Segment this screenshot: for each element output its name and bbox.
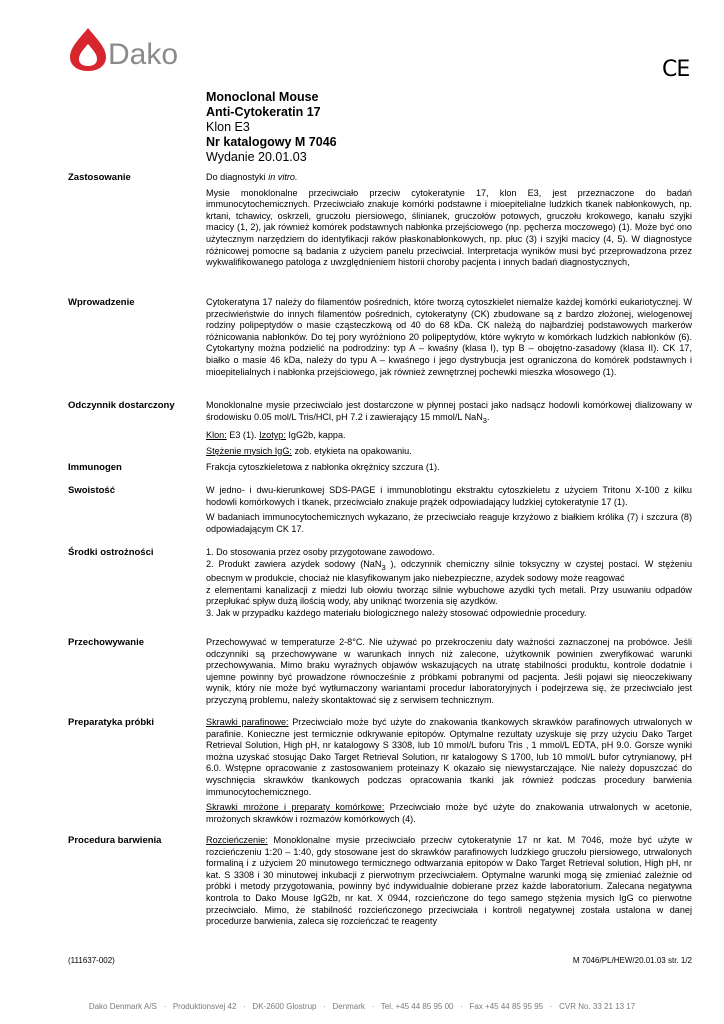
- section-wprowadzenie: [68, 297, 692, 400]
- section-odczynnik: [68, 400, 692, 462]
- section-swoistosc: [68, 485, 692, 547]
- section-label: Odczynnik dostarczony: [68, 400, 175, 411]
- paragraph: [206, 835, 692, 928]
- text: Przeciwciało może być użyte do znakowania utrwalonych w acetonie, mrożonych skrawków i rozmazów komórkowych (4).: [206, 802, 692, 824]
- section-przechowywanie: [68, 637, 692, 717]
- list-item: 3. Jak w przypadku każdego materiału biologicznego należy stosować odpowiednie procedury.: [206, 607, 587, 618]
- klon-label: Klon:: [206, 430, 227, 440]
- list-item: [206, 559, 692, 585]
- document-sections: [68, 172, 692, 932]
- section-body: [206, 400, 692, 462]
- section-label: Swoistość: [68, 485, 115, 496]
- paragraph-label: Skrawki mrożone i preparaty komórkowe:: [206, 802, 385, 813]
- subscript: 3: [381, 562, 386, 572]
- paragraph: W badaniach immunocytochemicznych wykazano, że przeciwciało reaguje krzyżowo z białkiem królika (7) i szczura (8) odpowiadającym CK 17.: [206, 512, 692, 534]
- footer-page-ref: M 7046/PL/HEW/20.01.03 str. 1/2: [572, 956, 692, 965]
- intro-text: Do diagnostyki: [206, 172, 269, 182]
- paragraph: Mysie monoklonalne przeciwciało przeciw cytokeratynie 17, klon E3, jest przeznaczone do badań immunocytochemicznych. Przeciwciało znakuje komórki podstawne i mioepitelialne ludzkich tkanek nabłonkowych, np. krtani, tchawicy, oskrzeli, gruczołu piersiowego, ślinianek, gruczołów potowych, gruczołu krokowego, kanału szyjki macicy (1, 2), jak również komórek podstawnych nabłonka przejściowego (np. pęcherza moczowego) (1). Może być ono użytecznym narzędziem do identyfikacji raków płaskonabłonkowych, np. płuc (3) i szyjki macicy (4, 5). W diagnostyce różnicowej pomocne są badania z użyciem panelu przeciwciał. Interpretacja wyników musi być przeprowadzona przez wykwalifikowanego patologa z uwzględnieniem historii choroby pacjenta i innych badań diagnostycznych,: [206, 187, 692, 268]
- section-body: [206, 462, 692, 485]
- paragraph: Cytokeratyna 17 należy do filamentów pośrednich, które tworzą cytoszkielet niemalże każdej komórki eukariotycznej. W przeciwieństwie do innych filamentów pośrednich, cytokeratyny (CK) zbudowane są z bardzo złożonej, wielogenowej rodziny polipeptydów o masie cząsteczkową od 40 do 68 kDa. CK należą do najbardziej podstawowych markerów różnicowania nabłonków. Do tej pory wyróżniono 20 polipeptydów, które wykryto w komórkach ludzkich nabłonków (6). Cytokartyny można podzielić na podrodziny: typ A – kwaśny (klasa I), typ B – obojętno-zasadowy (klasa II). CK 17, białko o masie 46 kDa, należy do typu A – kwaśnego i jego dystrybucja jest ograniczona do komórek podstawnych i mioepitelialnych i nabłonka przejściowego, jak również zewnętrznej pochewki mieszka włosowego (1).: [206, 297, 692, 377]
- text: Monoklonalne mysie przeciwciało jest dostarczone w płynnej postaci jako nadsącz hodowli komórkowej dializowany w środowisku 0.05 mol/L Tris/HCl, pH 7.2 i zawierający 15 mmol/L NaN: [206, 400, 692, 422]
- section-body: [206, 172, 692, 297]
- section-body: [206, 547, 692, 637]
- section-label: Zastosowanie: [68, 172, 131, 183]
- footer-address: Dako Denmark A/S · Produktionsvej 42 · DK-2600 Glostrup · Denmark · Tel. +45 44 85 95 00 · Fax +45 44 85 95 95 · CVR No. 33 21 13 17: [88, 1002, 636, 1011]
- intro-italic: in vitro.: [268, 172, 298, 182]
- intro-line: [206, 172, 692, 184]
- klon-value: E3 (1).: [226, 430, 260, 440]
- brand-name: Dako: [108, 38, 179, 71]
- paragraph-label: Rozcieńczenie:: [206, 835, 268, 845]
- product-edition: Wydanie 20.01.03: [206, 150, 307, 164]
- dako-logo: [68, 26, 198, 76]
- izotyp-label: Izotyp:: [259, 430, 286, 440]
- paragraph: [206, 802, 692, 825]
- paragraph: [206, 430, 692, 442]
- section-label: Immunogen: [68, 462, 122, 473]
- subscript: 3: [482, 415, 488, 425]
- section-body: [206, 717, 692, 835]
- footer-doc-code: (111637-002): [68, 956, 115, 965]
- section-label: Środki ostrożności: [68, 547, 154, 558]
- section-body: [206, 297, 692, 400]
- ce-mark: CE: [662, 57, 690, 82]
- section-label: Procedura barwienia: [68, 835, 162, 846]
- section-immunogen: [68, 462, 692, 485]
- section-srodki: [68, 547, 692, 637]
- text: 2. Produkt zawiera azydek sodowy (NaN: [206, 558, 382, 569]
- section-label: Wprowadzenie: [68, 297, 135, 308]
- section-zastosowanie: [68, 172, 692, 297]
- product-catalog: Nr katalogowy M 7046: [206, 135, 337, 149]
- section-label: Przechowywanie: [68, 637, 145, 648]
- text: Monoklonalne mysie przeciwciało przeciw cytokeratynie 17 nr kat. M 7046, może być użyte w rozcieńczeniu 1:20 – 1:40, gdy stosowane jest do skrawków parafinowych ludzkiego gruczołu piersiowego, utrwalonych formaliną i z użyciem 20 minutowego termicznego odtwarzania epitopów w Dako Target Retrieval solution, High pH, nr kat. S 3308 i 30 minutowej inkubacji z pierwotnym przeciwciałem. Optymalne warunki mogą się zmieniać zależnie od próbki i metody przygotowania, powinny być indywidualnie dobierane przez każde laboratorium. Zalecana negatywna kontrola to Dako Mouse IgG2b, nr kat. X 0944, rozcieńczone do tego samego stężenia mysich IgG co pierwotne przeciwciało. Mimo, że stabilność rozcieńczonego przeciwciała i kontroli negatywnej została ustalona w danej procedurze barwienia, zaleca się rozcieńczać te reagenty: [206, 835, 692, 927]
- list-item: z elementami kanalizacji z miedzi lub ołowiu tworząc silnie wybuchowe azydki tych metali. Przy usuwaniu odpadów przepłukać spływ dużą ilością wody, aby uniknąć tworzenia się azydków.: [206, 584, 692, 607]
- paragraph: Przechowywać w temperaturze 2-8°C. Nie używać po przekroczeniu daty ważności zaznaczonej na probówce. Jeśli odczynniki są przechowywane w warunkach innych niż zalecone, użytkownik powinien zweryfikować warunki przechowywania. Mimo braku wyraźnych objawów wskazujących na utratę stabilności produktu, kontrole dodatnie i ujemne powinny być prowadzone równocześnie z próbkami pobranymi od pacjenta. Jeśli pojawi się nieoczekiwany wynik, który nie może być wytłumaczony wariantami procedur laboratoryjnych i podejrzewa się, że przeciwciało jest przyczyną problemu, należy skontaktować się z serwisem technicznym.: [206, 637, 692, 705]
- section-body: [206, 485, 692, 547]
- text: Przeciwciało może być użyte do znakowania tkankowych skrawków parafinowych utrwalonych w parafinie. Konieczne jest termicznie odkrywanie epitopów. Optymalne rezultaty uzyskuje się przy użyciu Dako Target Retrieval Solution, High pH, nr katalogowy S 3308, lub 10 mmol/L buforu Tris , 1 mmol/L EDTA, pH 9.0. Gorsze wyniki można uzyskać stosując Dako Target Retrieval Solution, nr katalogowy S 1700, lub 10 mmol/L bufor cytrynianowy, pH 6.0. Wstępne opracowanie z zastosowaniem proteinazy K okazało się niewystarczające. Nie należy dopuszczać do wyschnięcia skrawków tkankowych podczas opracowania tkanki jak również podczas procedury barwienia immunocytochemicznego.: [206, 717, 693, 797]
- product-clone: Klon E3: [206, 120, 250, 134]
- paragraph: W jedno- i dwu-kierunkowej SDS-PAGE i immunoblotingu ekstraktu cytoszkieletu z użyciem Tritonu X-100 z kilku hodowli komórkowych i tkanek, przeciwciało znakuje prążek odpowiadający ludzkiej cytokeratynie 17 (1).: [206, 485, 692, 507]
- paragraph: Frakcja cytoszkieletowa z nabłonka okrężnicy szczura (1).: [206, 462, 440, 472]
- section-preparatyka: [68, 717, 692, 835]
- section-body: [206, 835, 692, 932]
- dako-drop-icon: [68, 26, 108, 72]
- paragraph-label: Skrawki parafinowe:: [206, 717, 289, 727]
- product-header: [206, 90, 626, 165]
- paragraph: [206, 717, 692, 798]
- stezenie-label: Stężenie mysich IgG:: [206, 445, 292, 456]
- product-line1: Monoclonal Mouse: [206, 90, 319, 104]
- izotyp-value: IgG2b, kappa.: [285, 430, 346, 440]
- stezenie-value: zob. etykieta na opakowaniu.: [291, 445, 412, 456]
- paragraph: [206, 446, 692, 458]
- section-body: [206, 637, 692, 717]
- text: .: [487, 411, 490, 422]
- section-label: Preparatyka próbki: [68, 717, 155, 728]
- paragraph: [206, 400, 692, 426]
- list-item: 1. Do stosowania przez osoby przygotowane zawodowo.: [206, 547, 435, 557]
- text: ), odczynnik chemiczny silnie toksyczny w czystej postaci. W stężeniu obecnym w produkcie, chociaż nie klasyfikowanym jako niebezpieczne, azydek sodowy może reagować: [206, 558, 693, 583]
- product-line2: Anti-Cytokeratin 17: [206, 105, 321, 119]
- section-procedura: [68, 835, 692, 932]
